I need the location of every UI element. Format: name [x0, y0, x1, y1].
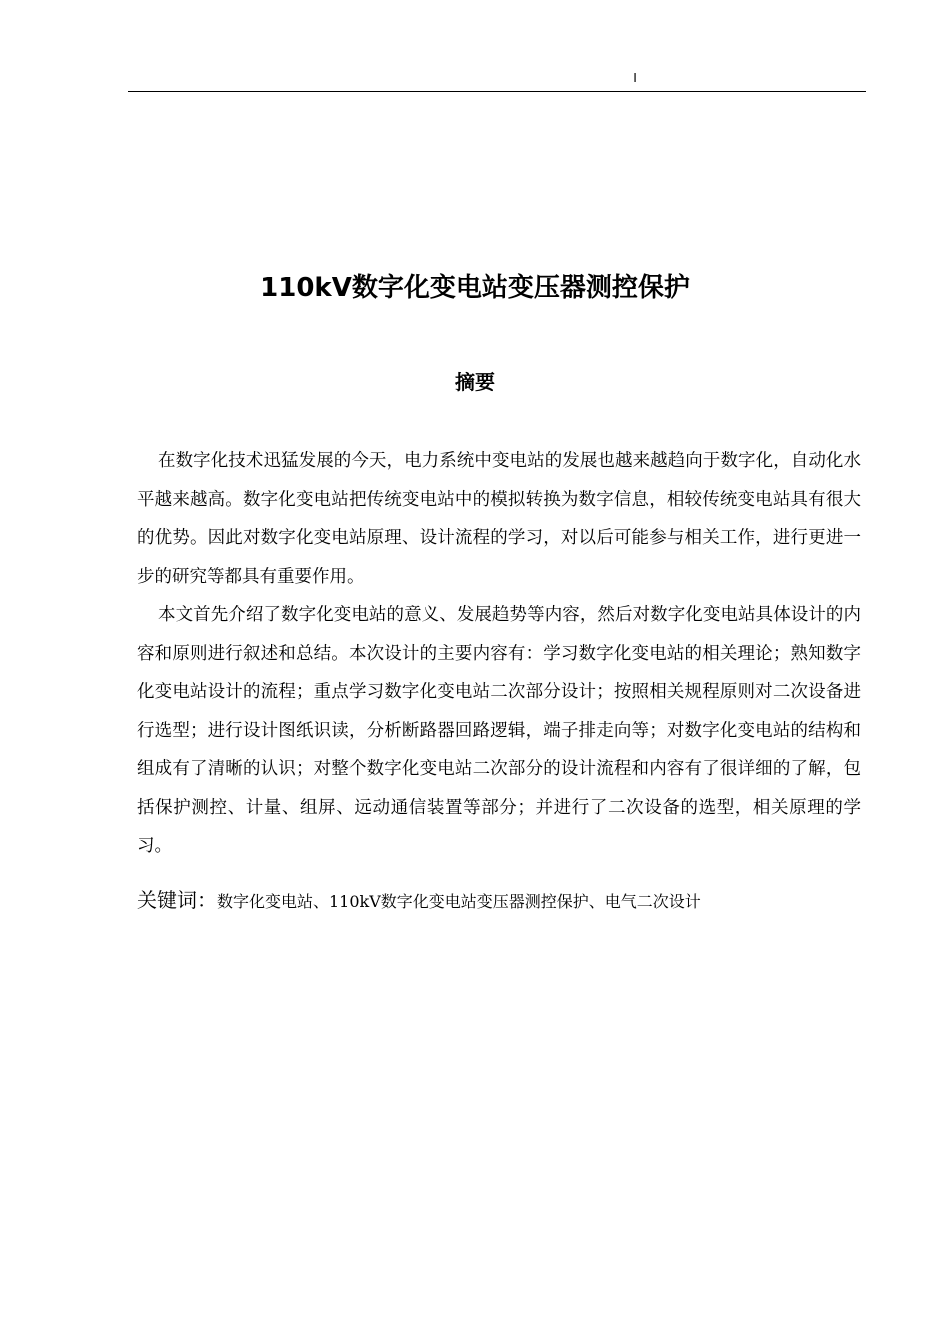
header-rule [128, 91, 866, 92]
abstract-heading: 摘要 [455, 370, 495, 394]
abstract-body [137, 442, 861, 866]
keywords-label: 关键词： [137, 888, 217, 912]
abstract-paragraph: 在数字化技术迅猛发展的今天，电力系统中变电站的发展也越来越趋向于数字化，自动化水平越来越高。数字化变电站把传统变电站中的模拟转换为数字信息，相较传统变电站具有很大的优势。因此对数字化变电站原理、设计流程的学习，对以后可能参与相关工作，进行更进一步的研究等都具有重要作用。 [137, 451, 861, 587]
keywords-line [137, 880, 861, 922]
abstract-paragraph: 本文首先介绍了数字化变电站的意义、发展趋势等内容，然后对数字化变电站具体设计的内容和原则进行叙述和总结。本次设计的主要内容有：学习数字化变电站的相关理论；熟知数字化变电站设计的流程；重点学习数字化变电站二次部分设计；按照相关规程原则对二次设备进行选型；进行设计图纸识读，分析断路器回路逻辑，端子排走向等；对数字化变电站的结构和组成有了清晰的认识；对整个数字化变电站二次部分的设计流程和内容有了很详细的了解，包括保护测控、计量、组屏、远动通信装置等部分；并进行了二次设备的选型，相关原理的学习。 [137, 605, 861, 856]
page-number: I [633, 70, 637, 85]
keywords-text: 数字化变电站、110kV数字化变电站变压器测控保护、电气二次设计 [217, 892, 701, 911]
document-title: 110kV数字化变电站变压器测控保护 [260, 273, 690, 303]
